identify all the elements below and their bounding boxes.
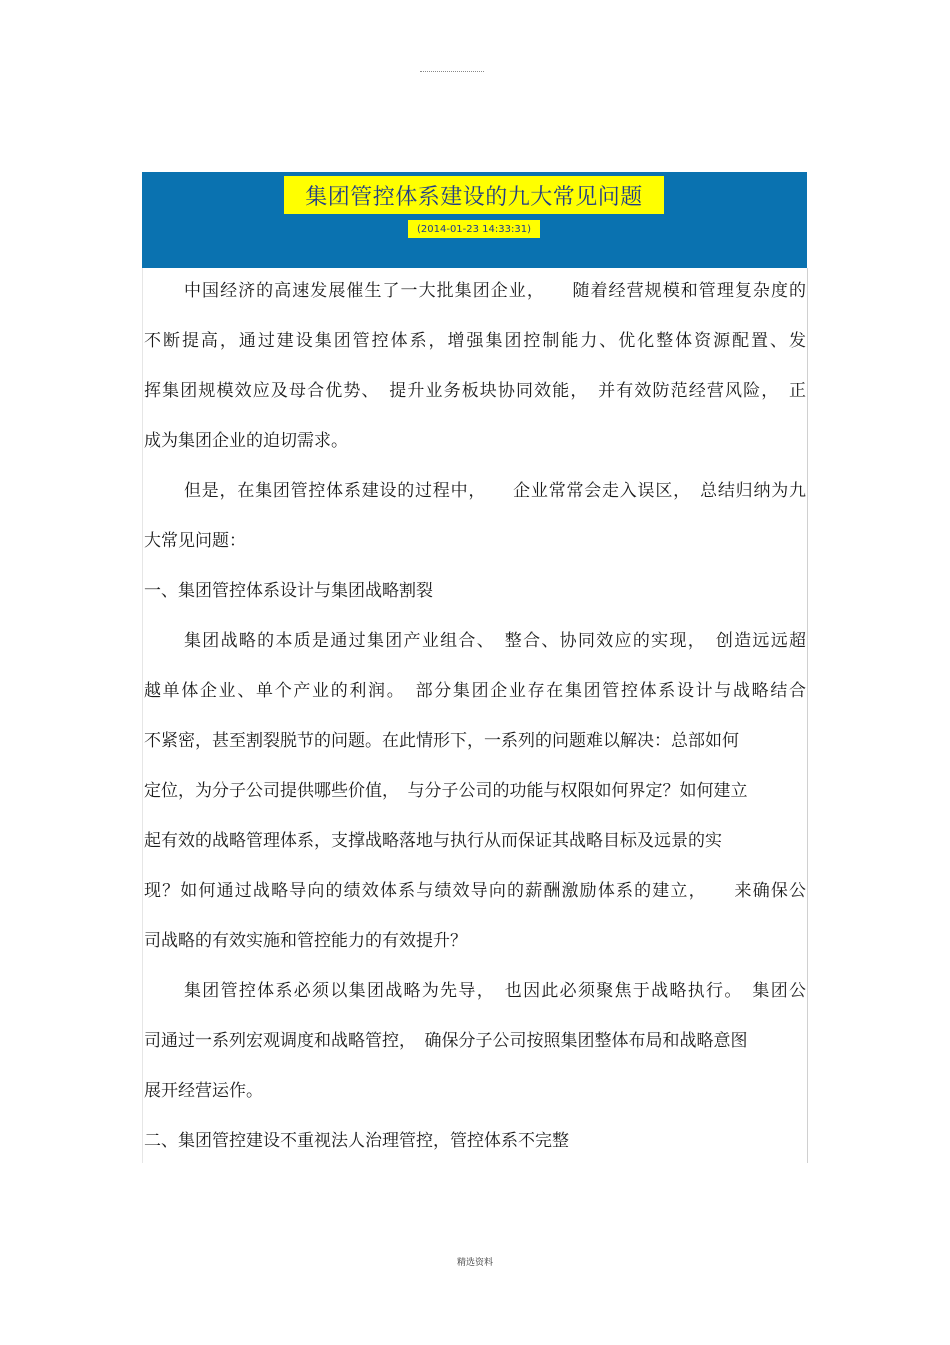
paragraph-line: 集团战略的本质是通过集团产业组合、 整合、协同效应的实现， 创造远远超 xyxy=(184,631,806,651)
date-highlight xyxy=(408,220,540,238)
paragraph-line: 司通过一系列宏观调度和战略管控， 确保分子公司按照集团整体布局和战略意图 xyxy=(144,1031,748,1051)
paragraph-line: 集团管控体系必须以集团战略为先导， 也因此必须聚焦于战略执行。 集团公 xyxy=(184,981,806,1001)
section-heading-2: 二、集团管控建设不重视法人治理管控，管控体系不完整 xyxy=(144,1131,569,1151)
section-heading-1: 一、集团管控体系设计与集团战略割裂 xyxy=(144,581,433,601)
paragraph-line: 不断提高，通过建设集团管控体系，增强集团控制能力、优化整体资源配置、发 xyxy=(144,331,806,351)
paragraph-line: 但是，在集团管控体系建设的过程中， 企业常常会走入误区， 总结归纳为九 xyxy=(184,481,806,501)
page-footer: 精选资料 xyxy=(456,1258,493,1268)
paragraph-line: 定位，为分子公司提供哪些价值， 与分子公司的功能与权限如何界定？如何建立 xyxy=(144,781,748,801)
title-highlight xyxy=(284,176,664,214)
paragraph-line: 越单体企业、单个产业的利润。 部分集团企业存在集团管控体系设计与战略结合 xyxy=(144,681,806,701)
paragraph-line: 大常见问题： xyxy=(144,531,246,551)
paragraph-line: 成为集团企业的迫切需求。 xyxy=(144,431,348,451)
paragraph-line: 现？如何通过战略导向的绩效体系与绩效导向的薪酬激励体系的建立， 来确保公 xyxy=(144,881,806,901)
paragraph-line: 起有效的战略管理体系，支撑战略落地与执行从而保证其战略目标及远景的实 xyxy=(144,831,722,851)
paragraph-line: 中国经济的高速发展催生了一大批集团企业， 随着经营规模和管理复杂度的 xyxy=(184,281,806,301)
paragraph-line: 不紧密，甚至割裂脱节的问题。在此情形下，一系列的问题难以解决：总部如何 xyxy=(144,731,739,751)
article-date: (2014-01-23 14:33:31) xyxy=(416,223,531,235)
paragraph-line: 司战略的有效实施和管控能力的有效提升？ xyxy=(144,931,467,951)
top-dotted-rule xyxy=(420,71,484,72)
paragraph-line: 挥集团规模效应及母合优势、 提升业务板块协同效能， 并有效防范经营风险， 正 xyxy=(144,381,806,401)
paragraph-line: 展开经营运作。 xyxy=(144,1081,263,1101)
article-title: 集团管控体系建设的九大常见问题 xyxy=(305,184,643,210)
